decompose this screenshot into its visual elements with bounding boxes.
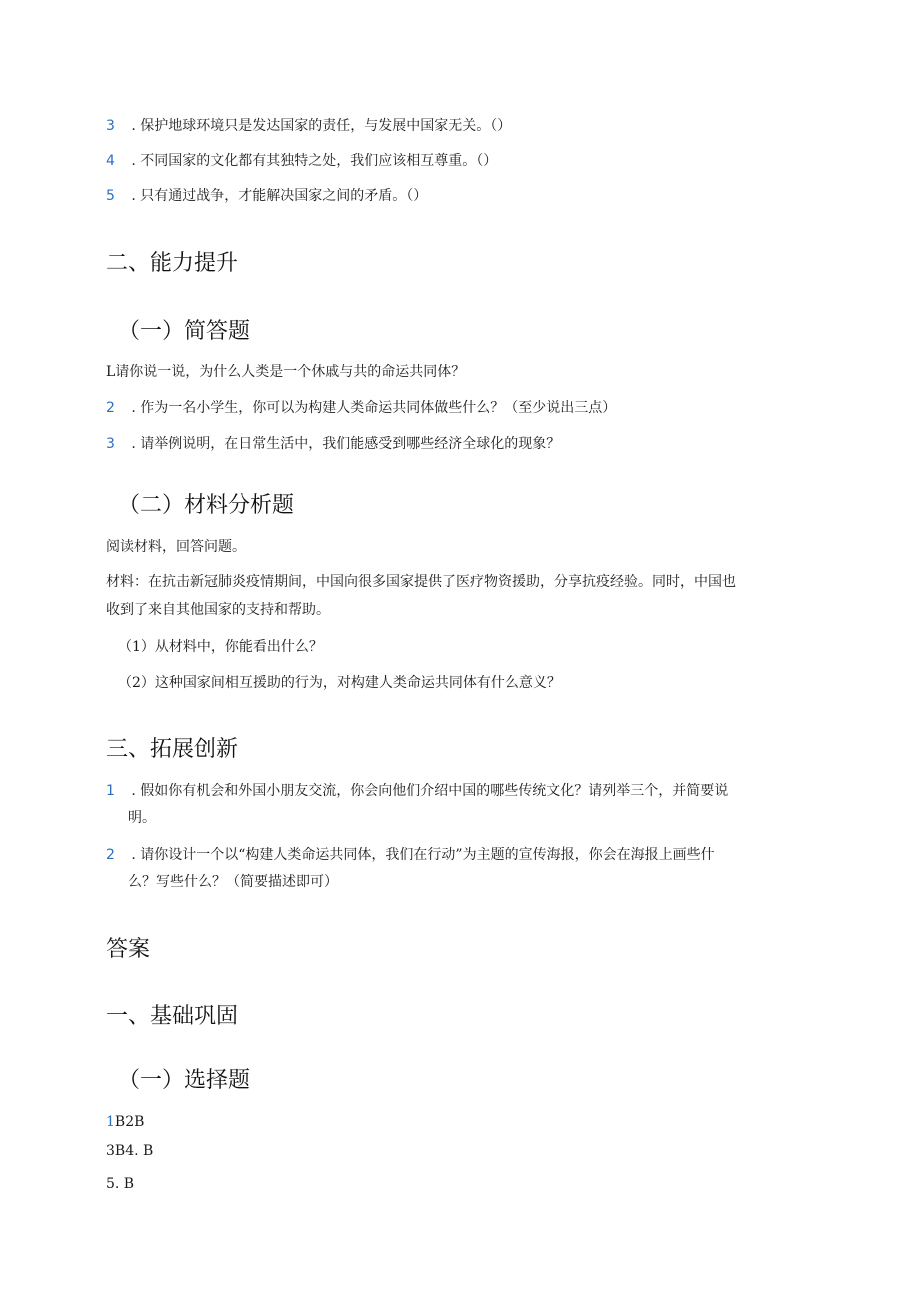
item-text: . 请你设计一个以“构建人类命运共同体，我们在行动”为主题的宣传海报，你会在海报上画些什	[131, 847, 715, 863]
answer-line-2: 3B4. B	[106, 1143, 154, 1159]
item-number: 1	[106, 783, 115, 799]
item-text: . 假如你有机会和外国小朋友交流，你会向他们介绍中国的哪些传统文化？请列举三个，并简要说	[131, 783, 729, 799]
item-text: . 不同国家的文化都有其独特之处，我们应该相互尊重。（）	[131, 153, 498, 169]
subsection-material-title: （二）材料分析题	[118, 493, 295, 518]
extension-item-1-line1	[106, 781, 728, 801]
section-2-title: 二、能力提升	[106, 251, 239, 276]
section-3-title: 三、拓展创新	[106, 737, 239, 762]
answers-choice-title: （一）选择题	[118, 1068, 251, 1093]
item-number: 2	[106, 400, 115, 416]
item-text: . 保护地球环境只是发达国家的责任，与发展中国家无关。（）	[131, 118, 512, 134]
short-answer-q2	[106, 398, 616, 418]
judgement-item-5	[106, 186, 427, 206]
item-text: . 作为一名小学生，你可以为构建人类命运共同体做些什么？（至少说出三点）	[131, 400, 617, 416]
item-number: 4	[106, 153, 115, 169]
material-text-line1: 材料：在抗击新冠肺炎疫情期间，中国向很多国家提供了医疗物资援助，分享抗疫经验。同时，中国也	[106, 574, 736, 590]
judgement-item-4	[106, 151, 497, 171]
answer-number: 1	[106, 1114, 115, 1130]
material-q1: （1）从材料中，你能看出什么？	[118, 639, 323, 655]
item-number: 5	[106, 188, 115, 204]
item-number: 3	[106, 118, 115, 134]
item-text: . 请举例说明，在日常生活中，我们能感受到哪些经济全球化的现象？	[131, 436, 561, 452]
item-text: . 只有通过战争，才能解决国家之间的矛盾。（）	[131, 188, 428, 204]
short-answer-q3	[106, 434, 560, 454]
answer-line-1	[106, 1112, 144, 1132]
extension-item-2-line1	[106, 845, 715, 865]
extension-item-2-line2: 么？写些什么？（简要描述即可）	[128, 874, 338, 890]
short-answer-q1: L请你说一说，为什么人类是一个休戚与共的命运共同体？	[106, 364, 466, 380]
material-intro: 阅读材料，回答问题。	[106, 539, 246, 555]
answers-title: 答案	[106, 937, 151, 962]
judgement-item-3	[106, 116, 511, 136]
answer-line-3: 5. B	[106, 1176, 135, 1192]
item-number: 3	[106, 436, 115, 452]
material-text-line2: 收到了来自其他国家的支持和帮助。	[106, 602, 330, 618]
item-number: 2	[106, 847, 115, 863]
answer-text: B2B	[114, 1114, 145, 1130]
material-q2: （2）这种国家间相互援助的行为，对构建人类命运共同体有什么意义？	[118, 675, 561, 691]
extension-item-1-line2: 明。	[128, 810, 156, 826]
subsection-short-answer-title: （一）简答题	[118, 319, 251, 344]
answers-section-1-title: 一、基础巩固	[106, 1004, 239, 1029]
